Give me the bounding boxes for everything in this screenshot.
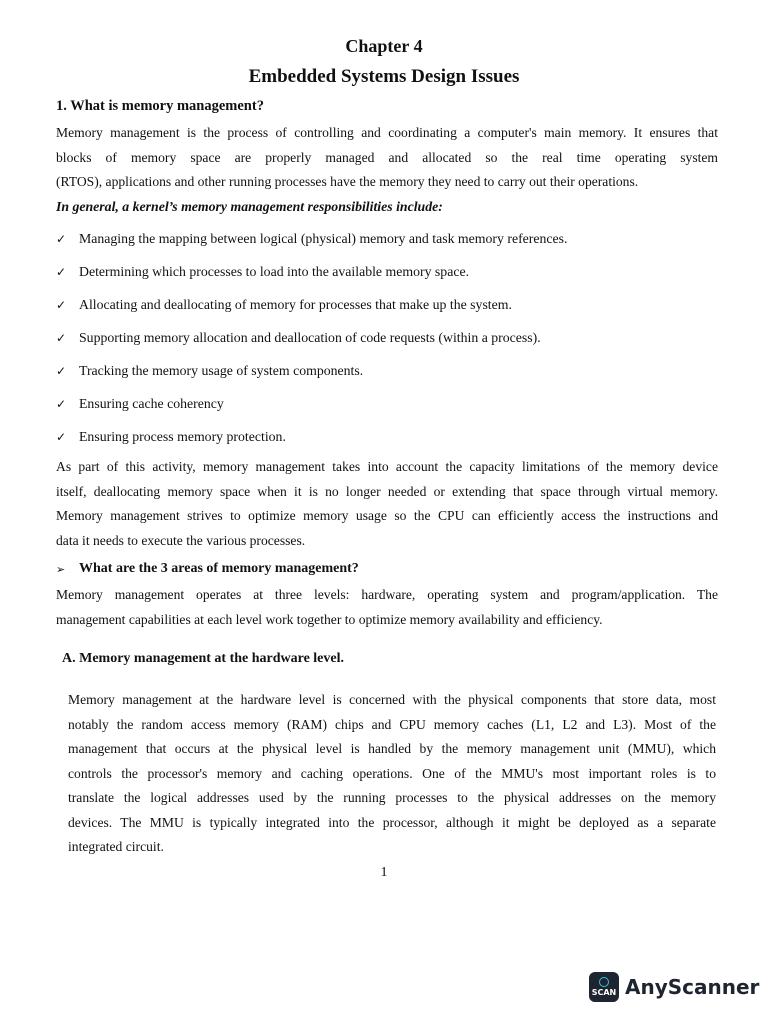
paragraph-line: itself, deallocating memory space when it is no longer needed or extending that space through virtual memory. (56, 483, 718, 499)
check-mark-icon: ✓ (56, 363, 67, 378)
paragraph-line: controls the processor's memory and caching operations. One of the MMU's most important roles is to (68, 765, 716, 781)
subsection-heading-hardware-level: A. Memory management at the hardware level. (62, 651, 345, 666)
list-item (56, 420, 567, 453)
section-heading-text: What are the 3 areas of memory management? (79, 561, 359, 576)
paragraph-line: data it needs to execute the various processes. (56, 532, 306, 548)
section-heading-three-areas (56, 561, 359, 577)
list-item (56, 255, 567, 288)
paragraph-line: notably the random access memory (RAM) chips and CPU memory caches (L1, L2 and L3). Most of the (68, 716, 716, 732)
paragraph-line: devices. The MMU is typically integrated into the processor, although it might be deployed as a separate (68, 814, 716, 830)
paragraph-line: management that occurs at the physical level is handled by the memory management unit (MMU), which (68, 741, 716, 756)
arrow-bullet-icon: ➢ (56, 562, 66, 576)
check-mark-icon: ✓ (56, 264, 67, 279)
page-number: 1 (380, 865, 388, 880)
paragraph-line: Memory management strives to optimize memory usage so the CPU can efficiently access the instructions and (56, 508, 718, 523)
hardware-level-paragraph (68, 688, 716, 860)
check-mark-icon: ✓ (56, 297, 67, 312)
paragraph-line: Memory management at the hardware level is concerned with the physical components that store data, most (68, 692, 716, 707)
anyscanner-watermark (589, 972, 759, 1002)
responsibilities-subheading: In general, a kernel’s memory management responsibilities include: (56, 199, 443, 214)
section-heading-memory-management: 1. What is memory management? (56, 98, 264, 114)
list-item (56, 222, 567, 255)
list-item (56, 321, 567, 354)
list-item-text: Allocating and deallocating of memory for processes that make up the system. (79, 296, 512, 312)
check-mark-icon: ✓ (56, 396, 67, 411)
list-item-text: Ensuring process memory protection. (79, 428, 286, 444)
check-mark-icon: ✓ (56, 429, 67, 444)
list-item (56, 387, 567, 420)
logo-text: SCAN (591, 988, 617, 997)
list-item-text: Determining which processes to load into the available memory space. (79, 263, 470, 279)
paragraph-line: management capabilities at each level work together to optimize memory availability and efficiency. (56, 611, 603, 627)
paragraph-line: As part of this activity, memory management takes into account the capacity limitations of the memory device (56, 459, 718, 474)
list-item (56, 354, 567, 387)
paragraph-line: Memory management operates at three levels: hardware, operating system and program/application. The (56, 587, 718, 602)
anyscanner-logo-icon (589, 972, 619, 1002)
list-item-text: Ensuring cache coherency (79, 395, 224, 411)
paragraph-line: Memory management is the process of controlling and coordinating a computer's main memory. It ensures that (56, 125, 718, 140)
watermark-brand-name: AnyScanner (625, 975, 760, 999)
paragraph-line: integrated circuit. (68, 839, 164, 854)
paragraph-line: (RTOS), applications and other running processes have the memory they need to carry out their operations. (56, 174, 639, 189)
paragraph-line: blocks of memory space are properly managed and allocated so the real time operating system (56, 149, 718, 165)
list-item-text: Managing the mapping between logical (physical) memory and task memory references. (79, 230, 568, 246)
list-item-text: Tracking the memory usage of system components. (79, 362, 364, 378)
paragraph-line: translate the logical addresses used by the running processes to the physical addresses on the memory (68, 790, 716, 805)
three-levels-paragraph (56, 583, 718, 632)
chapter-label: Chapter 4 (345, 36, 423, 56)
activity-paragraph (56, 455, 718, 553)
responsibilities-list (56, 222, 567, 453)
check-mark-icon: ✓ (56, 231, 67, 246)
intro-paragraph (56, 121, 718, 195)
page-title: Embedded Systems Design Issues (248, 66, 520, 87)
check-mark-icon: ✓ (56, 330, 67, 345)
list-item (56, 288, 567, 321)
list-item-text: Supporting memory allocation and deallocation of code requests (within a process). (79, 329, 541, 345)
